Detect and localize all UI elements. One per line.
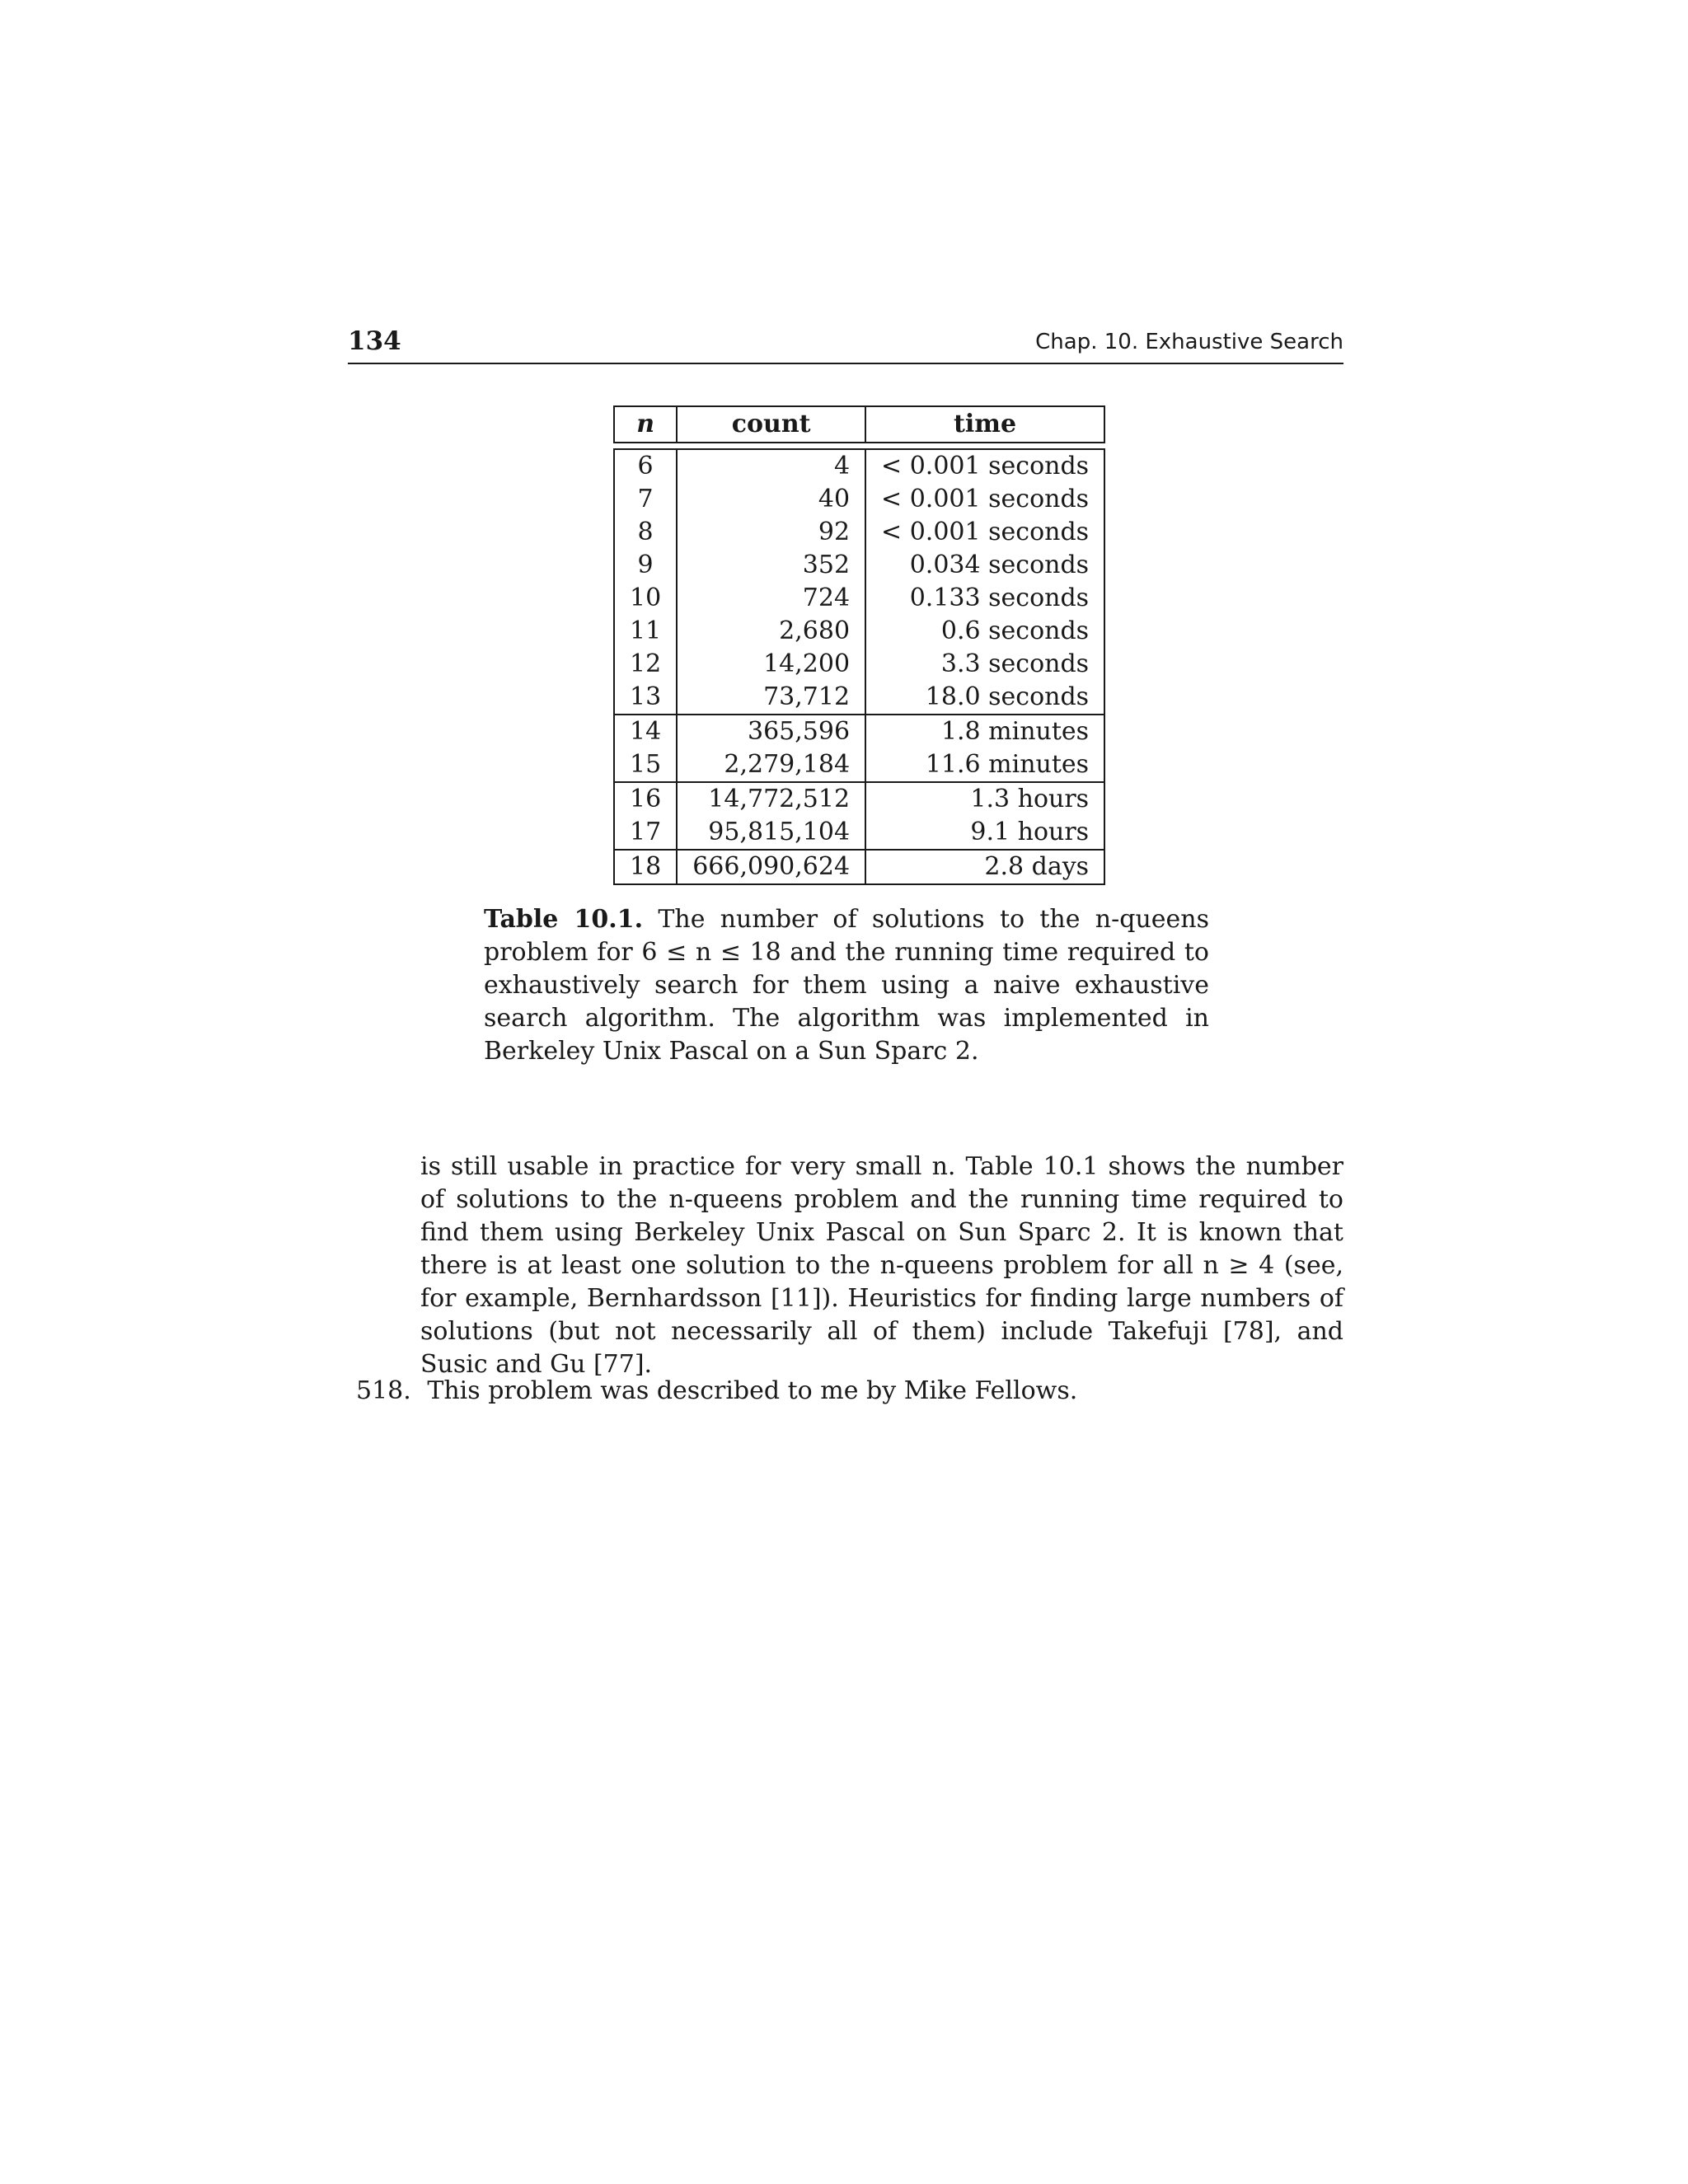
entry-number: 518. xyxy=(356,1376,411,1405)
cell-count: 724 xyxy=(677,582,865,615)
table-row xyxy=(614,615,1104,648)
cell-n: 16 xyxy=(614,782,677,816)
cell-time: 9.1 hours xyxy=(865,816,1104,850)
body-paragraph: is still usable in practice for very small n. Table 10.1 shows the number of solutions to the n-queens problem and the running time required to find them using Berkeley Unix Pascal on Sun Sparc 2. It is known that there is at least one solution to the n-queens problem for all n ≥ 4 (see, for example, Bernhardsson [11]). Heuristics for finding large numbers of solutions (but not necessarily all of them) include Takefuji [78], and Susic and Gu [77]. xyxy=(420,1152,1343,1379)
cell-time: < 0.001 seconds xyxy=(865,516,1104,549)
table-row xyxy=(614,850,1104,884)
cell-n: 14 xyxy=(614,715,677,748)
table-caption xyxy=(484,903,1209,1068)
table-row xyxy=(614,816,1104,850)
table-row xyxy=(614,449,1104,483)
cell-n: 12 xyxy=(614,648,677,681)
page-header xyxy=(348,323,1343,364)
table-row xyxy=(614,483,1104,516)
cell-time: 1.3 hours xyxy=(865,782,1104,816)
cell-n: 18 xyxy=(614,850,677,884)
cell-time: 1.8 minutes xyxy=(865,715,1104,748)
cell-count: 14,772,512 xyxy=(677,782,865,816)
table-header-spacer xyxy=(614,443,1104,449)
caption-label: Table 10.1. xyxy=(484,905,644,934)
column-header-n: n xyxy=(614,406,677,443)
problem-entry xyxy=(356,1375,1077,1408)
table-header-row xyxy=(614,406,1104,443)
cell-n: 13 xyxy=(614,681,677,715)
cell-n: 11 xyxy=(614,615,677,648)
running-head: Chap. 10. Exhaustive Search xyxy=(1035,330,1343,354)
table-row xyxy=(614,782,1104,816)
cell-time: < 0.001 seconds xyxy=(865,449,1104,483)
caption-text: The number of solutions to the n-queens problem for 6 ≤ n ≤ 18 and the running time required to exhaustively search for them using a naive exhaustive search algorithm. The algorithm was implemented in Berkeley Unix Pascal on a Sun Sparc 2. xyxy=(484,905,1209,1066)
page-number: 134 xyxy=(348,326,401,356)
table-row xyxy=(614,516,1104,549)
cell-count: 365,596 xyxy=(677,715,865,748)
cell-count: 40 xyxy=(677,483,865,516)
entry-text: This problem was described to me by Mike Fellows. xyxy=(427,1376,1078,1405)
table-row xyxy=(614,748,1104,782)
cell-count: 666,090,624 xyxy=(677,850,865,884)
cell-time: 0.133 seconds xyxy=(865,582,1104,615)
column-header-time: time xyxy=(865,406,1104,443)
column-header-count: count xyxy=(677,406,865,443)
cell-n: 15 xyxy=(614,748,677,782)
table-row xyxy=(614,648,1104,681)
cell-n: 17 xyxy=(614,816,677,850)
table-row xyxy=(614,681,1104,715)
table-row xyxy=(614,582,1104,615)
cell-n: 6 xyxy=(614,449,677,483)
cell-count: 92 xyxy=(677,516,865,549)
cell-time: 3.3 seconds xyxy=(865,648,1104,681)
cell-n: 9 xyxy=(614,549,677,582)
cell-count: 2,279,184 xyxy=(677,748,865,782)
cell-n: 7 xyxy=(614,483,677,516)
cell-n: 10 xyxy=(614,582,677,615)
cell-count: 4 xyxy=(677,449,865,483)
cell-time: 2.8 days xyxy=(865,850,1104,884)
cell-n: 8 xyxy=(614,516,677,549)
cell-count: 95,815,104 xyxy=(677,816,865,850)
queens-table xyxy=(613,405,1105,885)
table-row xyxy=(614,715,1104,748)
cell-time: 18.0 seconds xyxy=(865,681,1104,715)
cell-time: 11.6 minutes xyxy=(865,748,1104,782)
cell-count: 73,712 xyxy=(677,681,865,715)
cell-count: 2,680 xyxy=(677,615,865,648)
cell-time: 0.6 seconds xyxy=(865,615,1104,648)
cell-time: < 0.001 seconds xyxy=(865,483,1104,516)
table-row xyxy=(614,549,1104,582)
cell-time: 0.034 seconds xyxy=(865,549,1104,582)
cell-count: 352 xyxy=(677,549,865,582)
cell-count: 14,200 xyxy=(677,648,865,681)
